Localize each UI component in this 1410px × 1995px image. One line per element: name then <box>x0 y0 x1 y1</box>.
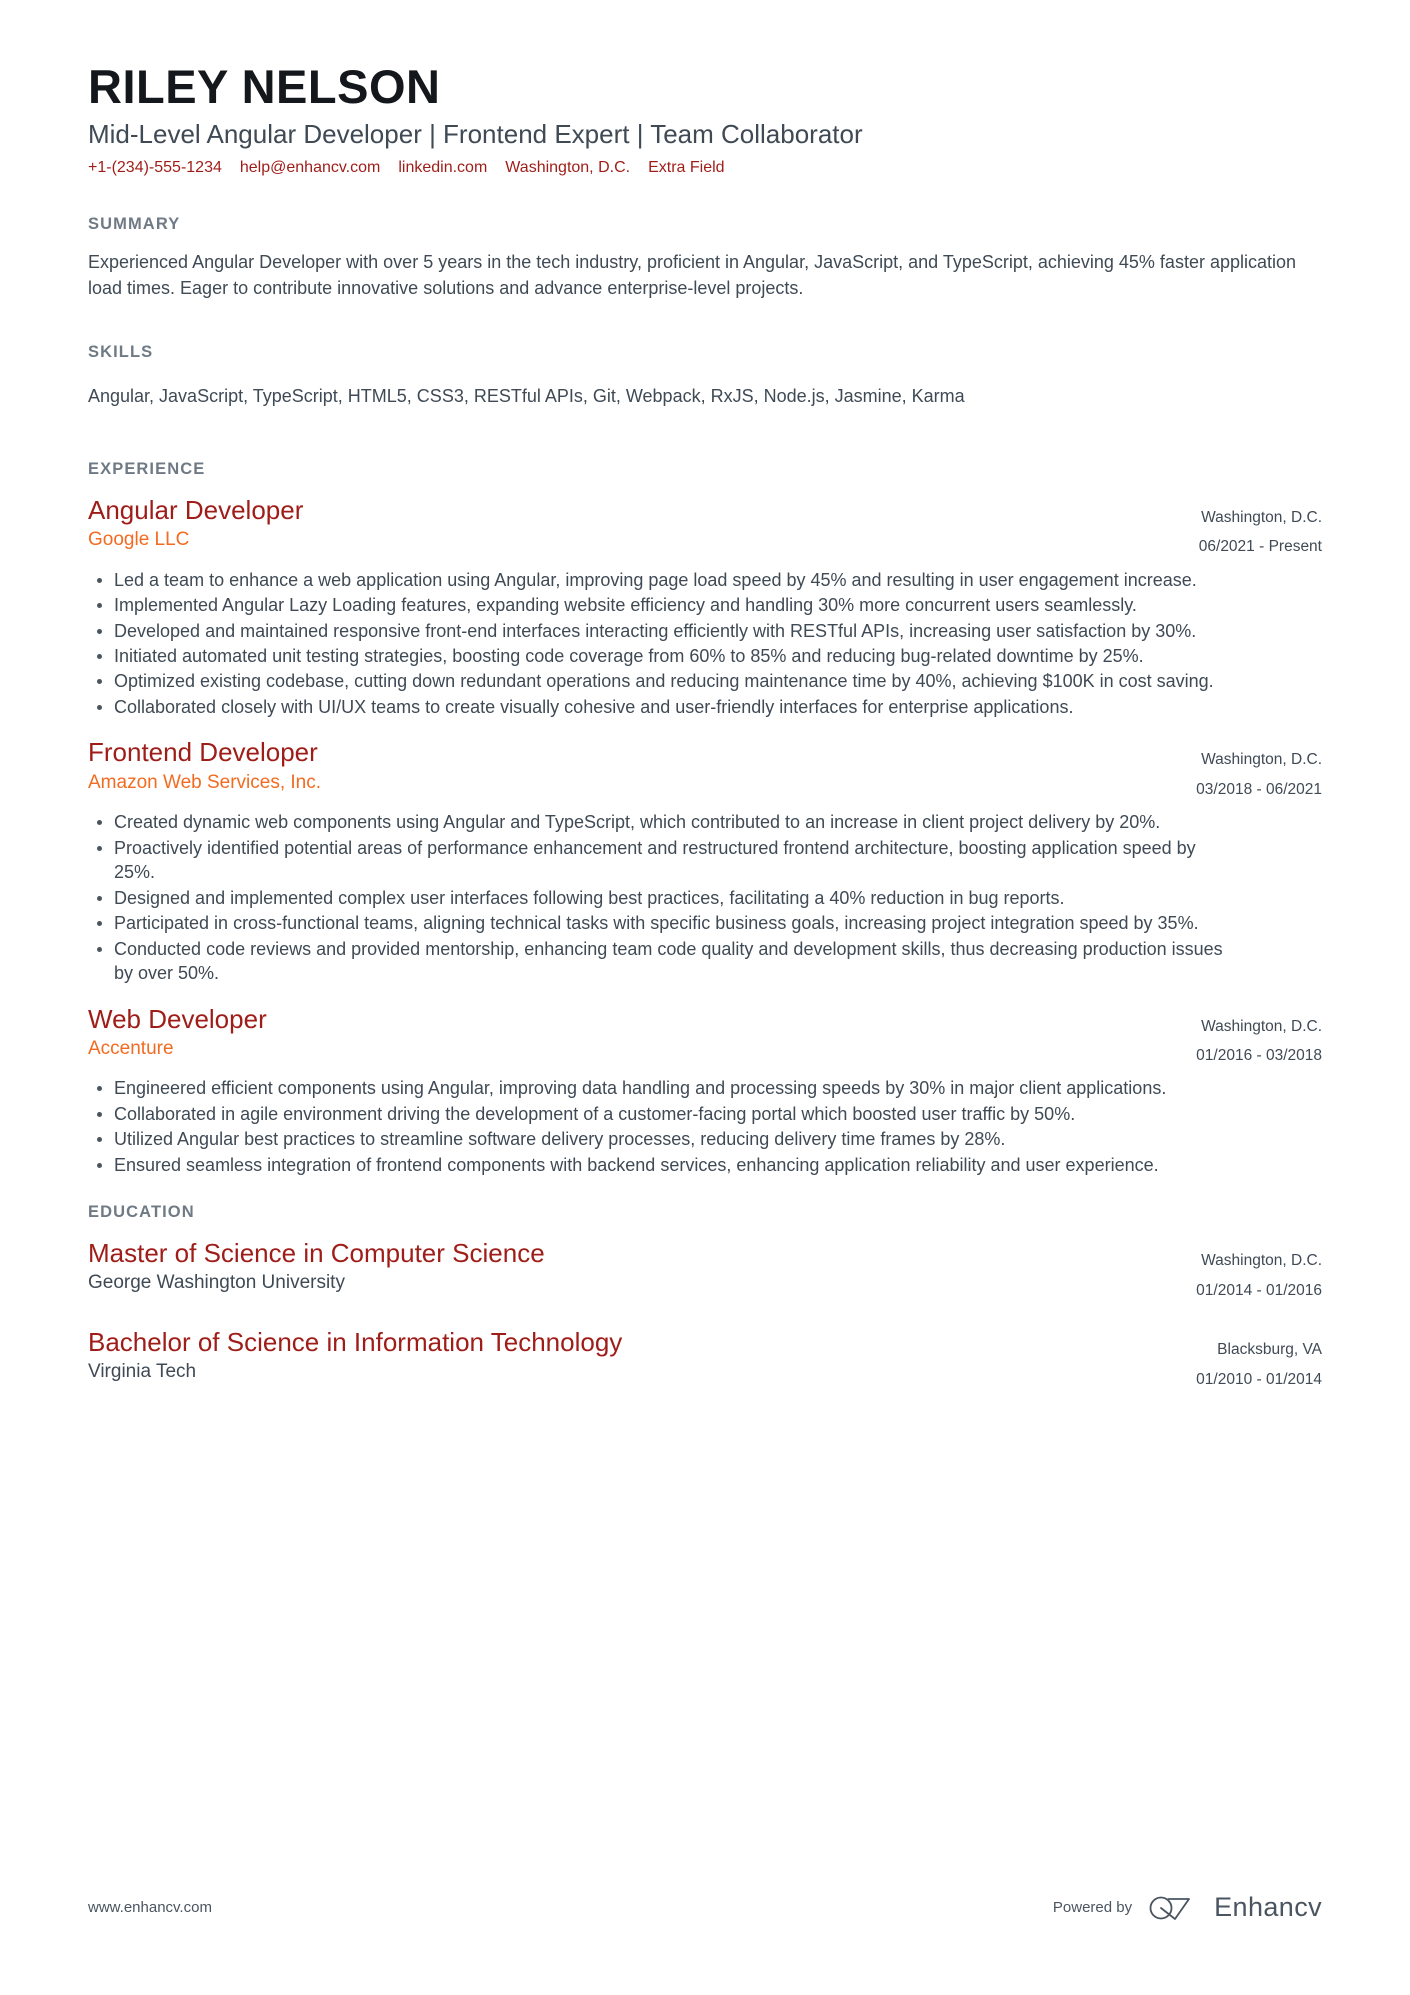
experience-bullets <box>88 568 1322 720</box>
experience-bullet: Participated in cross-functional teams, aligning technical tasks with specific business goals, increasing project integration speed by 35%. <box>88 911 1238 935</box>
education-entry <box>88 1238 1322 1305</box>
education-degree: Bachelor of Science in Information Technology <box>88 1327 623 1358</box>
experience-bullet: Collaborated closely with UI/UX teams to create visually cohesive and user-friendly interfaces for enterprise applications. <box>88 695 1238 719</box>
experience-company: Accenture <box>88 1037 174 1059</box>
experience-bullet: Developed and maintained responsive front-end interfaces interacting efficiently with RESTful APIs, increasing user satisfaction by 30%. <box>88 619 1238 643</box>
experience-company: Amazon Web Services, Inc. <box>88 771 322 793</box>
candidate-name: RILEY NELSON <box>88 60 441 113</box>
experience-location: Washington, D.C. <box>1201 508 1322 526</box>
education-dates: 01/2014 - 01/2016 <box>1196 1281 1322 1299</box>
experience-section <box>88 460 1322 1178</box>
experience-entry <box>88 495 1322 720</box>
experience-bullets <box>88 810 1322 985</box>
experience-dates: 01/2016 - 03/2018 <box>1196 1046 1322 1064</box>
experience-entry <box>88 737 1322 985</box>
experience-entry-head <box>88 737 1322 804</box>
experience-bullet: Led a team to enhance a web application using Angular, improving page load speed by 45% and resulting in user engagement increase. <box>88 568 1238 592</box>
skills-section <box>88 343 1322 410</box>
experience-entry-right <box>1176 1004 1322 1071</box>
skills-list: Angular, JavaScript, TypeScript, HTML5, CSS3, RESTful APIs, Git, Webpack, RxJS, Node.js, Jasmine, Karma <box>88 386 965 407</box>
skills-section-title: SKILLS <box>88 343 154 362</box>
candidate-headline: Mid-Level Angular Developer | Frontend Expert | Team Collaborator <box>88 118 863 149</box>
experience-bullet: Utilized Angular best practices to streamline software delivery processes, reducing delivery time frames by 28%. <box>88 1127 1238 1151</box>
education-section-title: EDUCATION <box>88 1203 195 1222</box>
experience-location: Washington, D.C. <box>1201 751 1322 769</box>
experience-entry-right <box>1179 495 1322 562</box>
experience-entry <box>88 1004 1322 1178</box>
experience-bullet: Collaborated in agile environment driving the development of a customer-facing portal which boosted user traffic by 50%. <box>88 1102 1238 1126</box>
contact-phone[interactable]: +1-(234)-555-1234 <box>88 159 222 177</box>
education-entry-left <box>88 1327 1176 1384</box>
resume-header <box>88 62 1322 179</box>
education-entry-left <box>88 1238 1176 1295</box>
experience-entry-left <box>88 1004 1176 1061</box>
contact-location: Washington, D.C. <box>505 159 631 177</box>
experience-role: Web Developer <box>88 1003 267 1034</box>
footer-brand <box>1053 1892 1322 1923</box>
experience-company: Google LLC <box>88 528 190 550</box>
contact-row <box>88 158 1322 179</box>
contact-linkedin[interactable]: linkedin.com <box>398 159 488 177</box>
experience-bullet: Proactively identified potential areas of performance enhancement and restructured frontend architecture, boosting application speed by 25%. <box>88 836 1238 885</box>
experience-role: Angular Developer <box>88 494 304 525</box>
experience-dates: 03/2018 - 06/2021 <box>1196 780 1322 798</box>
education-entry-head <box>88 1238 1322 1305</box>
enhancv-wordmark: Enhancv <box>1214 1892 1322 1922</box>
experience-bullet: Created dynamic web components using Angular and TypeScript, which contributed to an increase in client project delivery by 20%. <box>88 810 1238 834</box>
enhancv-mark-icon <box>1148 1895 1204 1921</box>
education-section <box>88 1203 1322 1394</box>
experience-entry-head <box>88 1004 1322 1071</box>
education-entry-head <box>88 1327 1322 1394</box>
summary-text: Experienced Angular Developer with over 5 years in the tech industry, proficient in Angular, JavaScript, and TypeScript, achieving 45% faster application load times. Eager to contribute innovative solutions and advance enterprise-level projects. <box>88 252 1297 298</box>
experience-bullet: Implemented Angular Lazy Loading features, expanding website efficiency and handling 30% more concurrent users seamlessly. <box>88 593 1238 617</box>
experience-section-title: EXPERIENCE <box>88 459 206 478</box>
education-dates: 01/2010 - 01/2014 <box>1196 1370 1322 1388</box>
experience-bullets <box>88 1076 1322 1177</box>
experience-role: Frontend Developer <box>88 737 318 768</box>
experience-bullet: Conducted code reviews and provided mentorship, enhancing team code quality and development skills, thus decreasing production issues by over 50%. <box>88 937 1238 986</box>
education-location: Washington, D.C. <box>1201 1252 1322 1270</box>
experience-bullet: Optimized existing codebase, cutting down redundant operations and reducing maintenance time by 40%, achieving $100K in cost saving. <box>88 669 1238 693</box>
experience-entry-right <box>1176 737 1322 804</box>
education-entry <box>88 1327 1322 1394</box>
summary-section-title: SUMMARY <box>88 215 181 234</box>
education-location: Blacksburg, VA <box>1217 1341 1322 1359</box>
experience-bullet: Engineered efficient components using Angular, improving data handling and processing speeds by 30% in major client applications. <box>88 1076 1238 1100</box>
experience-entry-left <box>88 495 1179 552</box>
summary-section <box>88 215 1322 301</box>
contact-extra-field: Extra Field <box>648 159 725 177</box>
education-entry-right <box>1176 1327 1322 1394</box>
contact-email[interactable]: help@enhancv.com <box>239 159 381 177</box>
footer-website-url[interactable]: www.enhancv.com <box>88 1899 212 1916</box>
education-school: Virginia Tech <box>88 1361 197 1383</box>
experience-entry-head <box>88 495 1322 562</box>
experience-bullet: Designed and implemented complex user interfaces following best practices, facilitating a 40% reduction in bug reports. <box>88 886 1238 910</box>
powered-by-label: Powered by <box>1052 1899 1133 1916</box>
experience-bullet: Ensured seamless integration of frontend components with backend services, enhancing application reliability and user experience. <box>88 1153 1238 1177</box>
education-entry-right <box>1176 1238 1322 1305</box>
experience-entry-left <box>88 737 1176 794</box>
education-degree: Master of Science in Computer Science <box>88 1238 545 1269</box>
enhancv-logo <box>1148 1892 1322 1923</box>
education-school: George Washington University <box>88 1272 345 1294</box>
page-footer <box>88 1892 1322 1923</box>
experience-bullet: Initiated automated unit testing strategies, boosting code coverage from 60% to 85% and reducing bug-related downtime by 25%. <box>88 644 1238 668</box>
experience-dates: 06/2021 - Present <box>1198 538 1322 556</box>
experience-location: Washington, D.C. <box>1201 1017 1322 1035</box>
